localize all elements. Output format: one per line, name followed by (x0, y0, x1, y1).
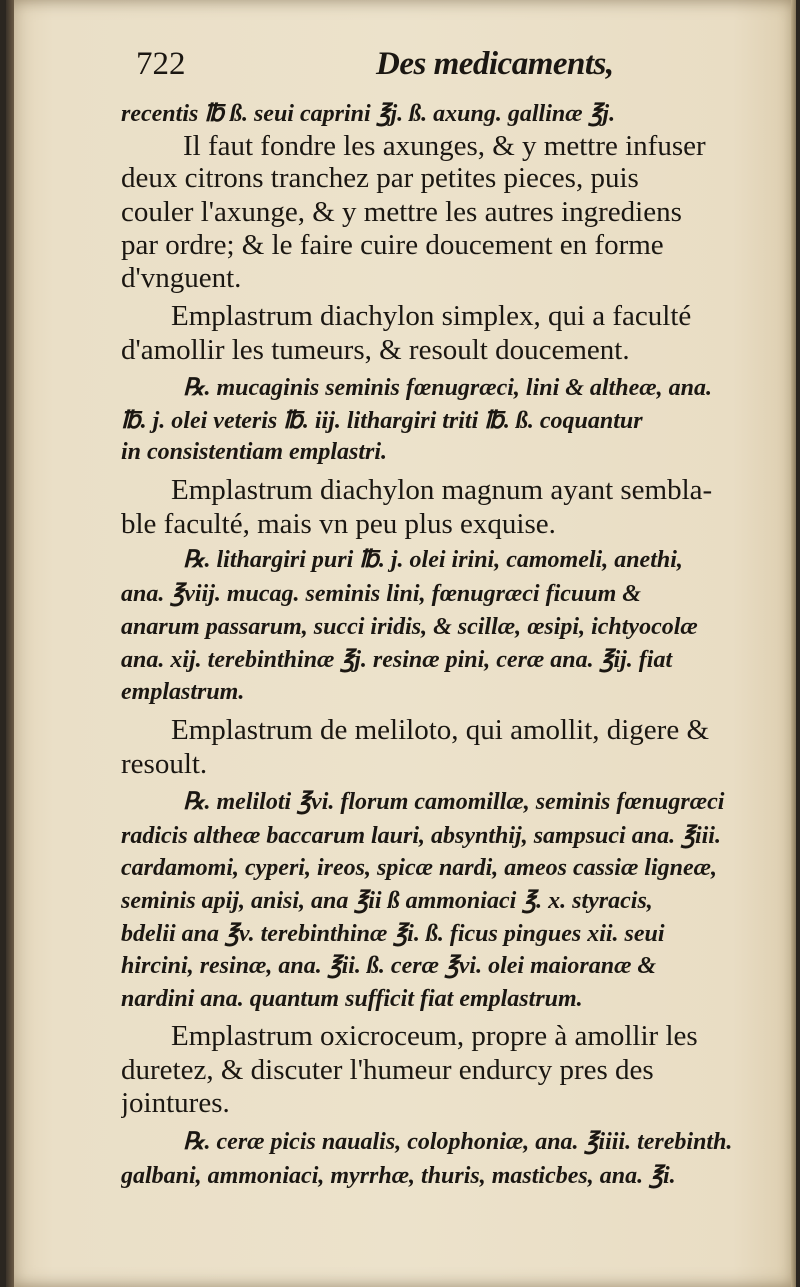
text-line: deux citrons tranchez par petites pieces, puis (121, 162, 639, 194)
text-line: couler l'axunge, & y mettre les autres ingrediens (121, 196, 682, 228)
latin-recipe-line: hircini, resinæ, ana. ℥ii. ß. ceræ ℥vi. olei maioranæ & (121, 953, 657, 979)
latin-recipe-line: ℞. lithargiri puri ℔. j. olei irini, camomeli, anethi, (183, 547, 683, 573)
text-line: ble faculté, mais vn peu plus exquise. (121, 508, 556, 540)
latin-recipe-line: cardamomi, cyperi, ireos, spicæ nardi, ameos cassiæ ligneæ, (121, 855, 717, 881)
latin-recipe-line: ℞. meliloti ℥vi. florum camomillæ, seminis fœnugræci (183, 789, 725, 815)
latin-recipe-line: recentis ℔ ß. seui caprini ℥j. ß. axung. gallinæ ℥j. (121, 101, 616, 127)
latin-recipe-line: ℞. mucaginis seminis fœnugræci, lini & altheæ, ana. (183, 375, 712, 401)
latin-recipe-line: ℔. j. olei veteris ℔. iij. lithargiri triti ℔. ß. coquantur (121, 408, 643, 434)
text-line: Emplastrum de meliloto, qui amollit, digere & (171, 714, 710, 746)
latin-recipe-line: ana. xij. terebinthinæ ℥j. resinæ pini, ceræ ana. ℥ij. fiat (121, 647, 673, 673)
latin-recipe-line: seminis apij, anisi, ana ℥ii ß ammoniaci ℥. x. styracis, (121, 888, 653, 914)
text-line: duretez, & discuter l'humeur endurcy pres des (121, 1054, 654, 1086)
text-line: resoult. (121, 748, 208, 780)
text-line: jointures. (121, 1087, 230, 1119)
latin-recipe-line: galbani, ammoniaci, myrrhæ, thuris, masticbes, ana. ℥i. (121, 1163, 676, 1189)
latin-recipe-line: radicis altheæ baccarum lauri, absynthij, sampsuci ana. ℥iii. (121, 823, 721, 849)
text-line: d'amollir les tumeurs, & resoult doucement. (121, 334, 630, 366)
page-header (136, 42, 756, 92)
page-number: 722 (136, 46, 186, 82)
text-line: Emplastrum oxicroceum, propre à amollir les (171, 1020, 698, 1052)
book-page (6, 0, 796, 1287)
latin-recipe-line: ana. ℥viij. mucag. seminis lini, fœnugræci ficuum & (121, 581, 641, 607)
book-spine (6, 0, 14, 1287)
running-title: Des medicaments, (376, 46, 614, 82)
text-line: Il faut fondre les axunges, & y mettre infuser (183, 130, 706, 162)
page-edge (791, 0, 796, 1287)
latin-recipe-line: anarum passarum, succi iridis, & scillæ, œsipi, ichtyocolæ (121, 614, 698, 640)
latin-recipe-line: bdelii ana ℥v. terebinthinæ ℥i. ß. ficus pingues xii. seui (121, 921, 665, 947)
latin-recipe-line: emplastrum. (121, 679, 245, 705)
latin-recipe-line: ℞. ceræ picis naualis, colophoniæ, ana. ℥iiii. terebinth. (183, 1129, 733, 1155)
latin-recipe-line: nardini ana. quantum sufficit fiat emplastrum. (121, 986, 583, 1012)
latin-recipe-line: in consistentiam emplastri. (121, 439, 388, 465)
text-line: Emplastrum diachylon simplex, qui a faculté (171, 300, 692, 332)
text-line: d'vnguent. (121, 262, 242, 294)
text-line: par ordre; & le faire cuire doucement en forme (121, 229, 664, 261)
text-line: Emplastrum diachylon magnum ayant sembla- (171, 474, 713, 506)
